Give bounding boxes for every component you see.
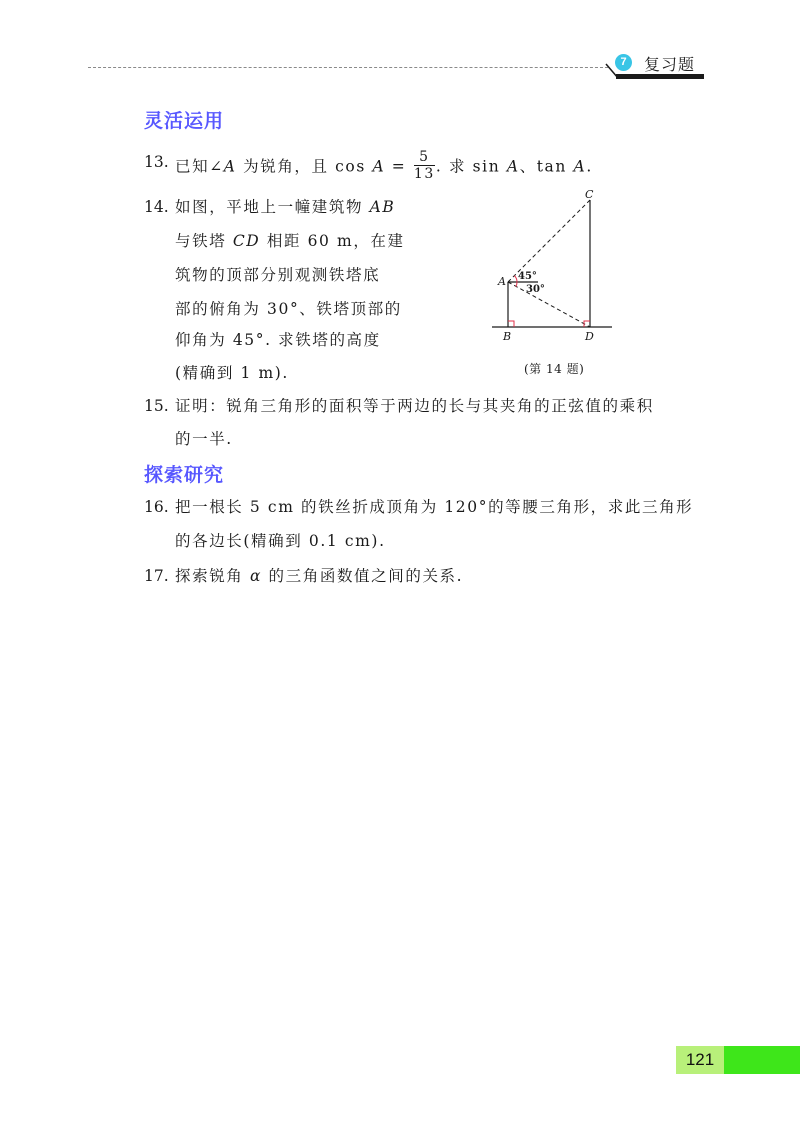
- problem-15-line-2: 的一半.: [175, 430, 233, 448]
- problem-14-line-1: 如图，平地上一幢建筑物 AB: [175, 198, 396, 216]
- section-heading-explore: 探索研究: [144, 464, 225, 486]
- problem-14-line-6: (精确到 1 m).: [175, 364, 289, 382]
- angle-arc-45: [514, 276, 517, 282]
- problem-14-line-4: 部的俯角为 30°、铁塔顶部的: [175, 300, 402, 318]
- right-angle-mark-b: [508, 321, 514, 327]
- problem-14-line-2: 与铁塔 CD 相距 60 m，在建: [175, 232, 405, 250]
- angle-arc-30: [516, 282, 517, 287]
- problem-16-number: 16.: [144, 498, 169, 516]
- problem-14-line-5: 仰角为 45°. 求铁塔的高度: [175, 331, 381, 349]
- sight-line-to-d: [508, 282, 590, 327]
- header-dashed-rule: [88, 67, 608, 68]
- figure-caption: (第 14 题): [524, 362, 585, 376]
- label-b: B: [503, 330, 512, 343]
- angle-label-45: 45°: [518, 271, 537, 282]
- problem-17-number: 17.: [144, 567, 169, 585]
- problem-16-line-2: 的各边长(精确到 0.1 cm).: [175, 532, 386, 550]
- problem-14-line-3: 筑物的顶部分别观测铁塔底: [175, 266, 381, 284]
- tower-elevation-diagram: [486, 184, 626, 356]
- label-c: C: [585, 188, 594, 201]
- label-a: A: [498, 275, 506, 288]
- problem-13-number: 13.: [144, 153, 169, 171]
- problem-17-text: 探索锐角 α 的三角函数值之间的关系.: [175, 567, 464, 585]
- problem-15-number: 15.: [144, 397, 169, 415]
- problem-16-line-1: 把一根长 5 cm 的铁丝折成顶角为 120°的等腰三角形，求此三角形: [175, 498, 694, 516]
- chapter-number-badge: 7: [615, 54, 632, 71]
- problem-14-number: 14.: [144, 198, 169, 216]
- fraction-5-over-13: $\frac{5}{13}$: [413, 149, 435, 182]
- angle-label-30: 30°: [526, 284, 545, 295]
- label-d: D: [585, 330, 594, 343]
- page-edge-strip: [724, 1046, 800, 1074]
- problem-15-line-1: 证明：锐角三角形的面积等于两边的长与其夹角的正弦值的乘积: [175, 397, 654, 415]
- sight-line-to-c: [508, 200, 590, 282]
- chapter-title: 复习题: [644, 55, 696, 74]
- problem-13-text: 已知∠A 为锐角，且 cos A = $\frac{5}{13}$ . 求 sin A、tan A.: [175, 149, 593, 182]
- page-number: 121: [685, 1050, 715, 1069]
- section-heading-applied: 灵活运用: [144, 110, 225, 132]
